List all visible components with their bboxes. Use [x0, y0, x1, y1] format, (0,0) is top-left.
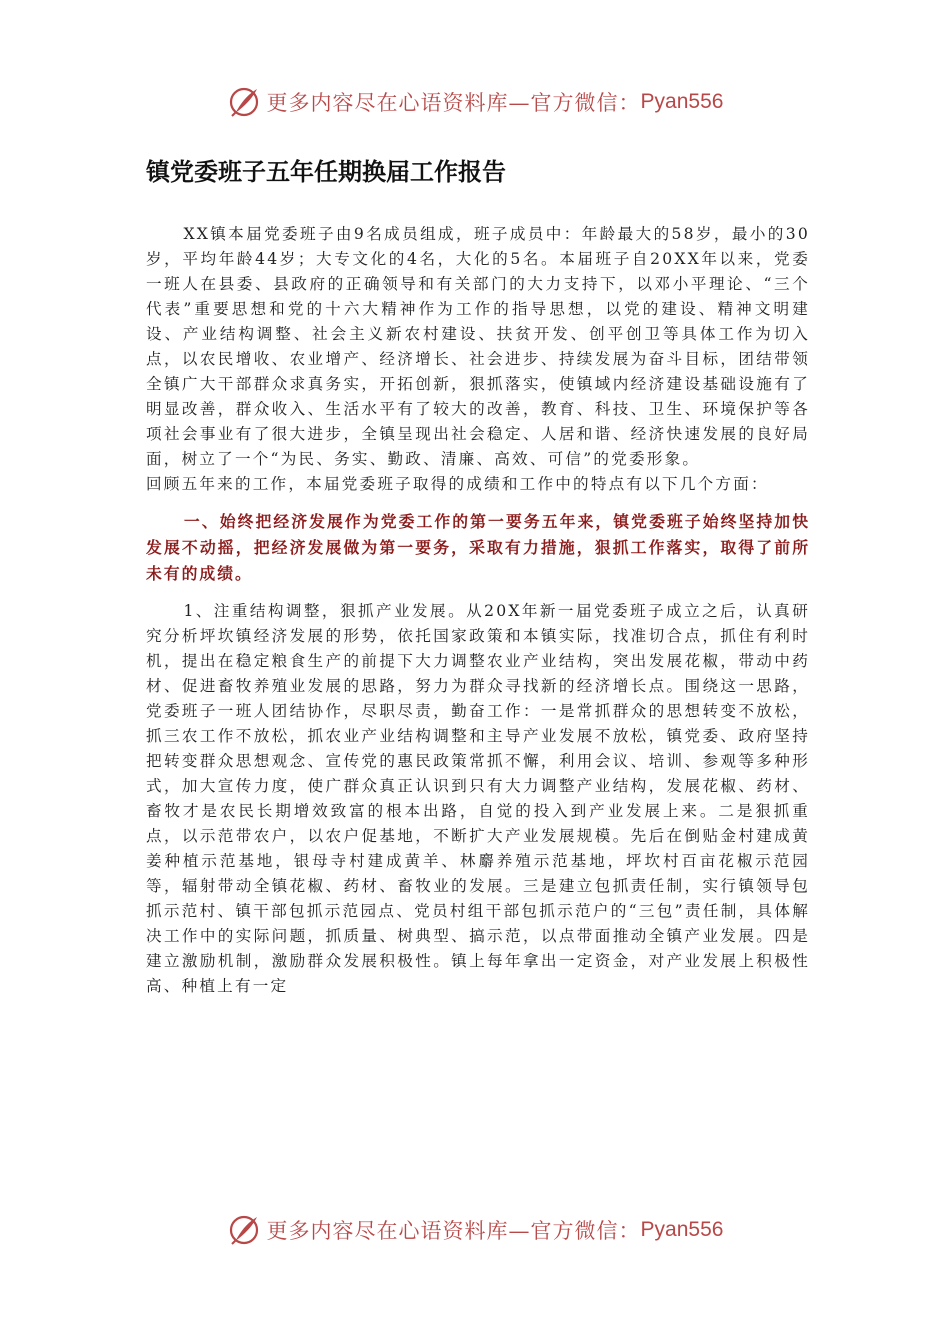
- paragraph-intro: XX镇本届党委班子由9名成员组成，班子成员中：年龄最大的58岁，最小的30岁，平均年龄44岁；大专文化的4名，大化的5名。本届班子自20XX年以来，党委一班人在县委、县政府的正确领导和有关部门的大力支持下，以邓小平理论、“三个代表”重要思想和党的十六大精神作为工作的指导思想，以党的建设、精神文明建设、产业结构调整、社会主义新农村建设、扶贫开发、创平创卫等具体工作为切入点，以农民增收、农业增产、经济增长、社会进步、持续发展为奋斗目标，团结带领全镇广大干部群众求真务实，开拓创新，狠抓落实，使镇域内经济建设基础设施有了明显改善，群众收入、生活水平有了较大的改善，教育、科技、卫生、环境保护等各项社会事业有了很大进步，全镇呈现出社会稳定、人居和谐、经济快速发展的良好局面，树立了一个“为民、务实、勤政、清廉、高效、可信”的党委形象。: [146, 225, 810, 468]
- banner-wechat-id: Pyan556: [640, 1218, 724, 1241]
- document-body: [146, 222, 810, 999]
- banner-wechat-id: Pyan556: [640, 90, 724, 113]
- banner-text: 更多内容尽在心语资料库—官方微信：: [266, 1219, 641, 1243]
- feather-pen-logo-icon: [227, 1213, 261, 1247]
- banner-text: 更多内容尽在心语资料库—官方微信：: [266, 91, 641, 115]
- paragraph-structure-adjustment: 1、注重结构调整，狠抓产业发展。从20X年新一届党委班子成立之后，认真研究分析坪坎镇经济发展的形势，依托国家政策和本镇实际，找准切合点，抓住有利时机，提出在稳定粮食生产的前提下大力调整农业产业结构，突出发展花椒，带动中药材、促进畜牧养殖业发展的思路，努力为群众寻找新的经济增长点。围绕这一思路，党委班子一班人团结协作，尽职尽责，勤奋工作：一是常抓群众的思想转变不放松，抓三农工作不放松，抓农业产业结构调整和主导产业发展不放松，镇党委、政府坚持把转变群众思想观念、宣传党的惠民政策常抓不懈，利用会议、培训、参观等多种形式，加大宣传力度，使广群众真正认识到只有大力调整产业结构，发展花椒、药材、畜牧才是农民长期增效致富的根本出路，自觉的投入到产业发展上来。二是狠抓重点，以示范带农户，以农户促基地，不断扩大产业发展规模。先后在倒贴金村建成黄姜种植示范基地，银母寺村建成黄羊、林麝养殖示范基地，坪坎村百亩花椒示范园等，辐射带动全镇花椒、药材、畜牧业的发展。三是建立包抓责任制，实行镇领导包抓示范村、镇干部包抓示范园点、党员村组干部包抓示范户的“三包”责任制，具体解决工作中的实际问题，抓质量、树典型、搞示范，以点带面推动全镇产业发展。四是建立激励机制，激励群众发展积极性。镇上每年拿出一定资金，对产业发展上积极性高、种植上有一定: [146, 602, 810, 995]
- document-title: 镇党委班子五年任期换届工作报告: [146, 158, 506, 186]
- section-heading-1: 一、始终把经济发展作为党委工作的第一要务五年来，镇党委班子始终坚持加快发展不动摇，把经济发展做为第一要务，采取有力措施，狠抓工作落实，取得了前所未有的成绩。: [146, 512, 810, 583]
- header-banner: [0, 82, 950, 122]
- feather-pen-logo-icon: [227, 85, 261, 119]
- paragraph-review: 回顾五年来的工作，本届党委班子取得的成绩和工作中的特点有以下几个方面：: [146, 475, 769, 493]
- footer-banner: [0, 1210, 950, 1250]
